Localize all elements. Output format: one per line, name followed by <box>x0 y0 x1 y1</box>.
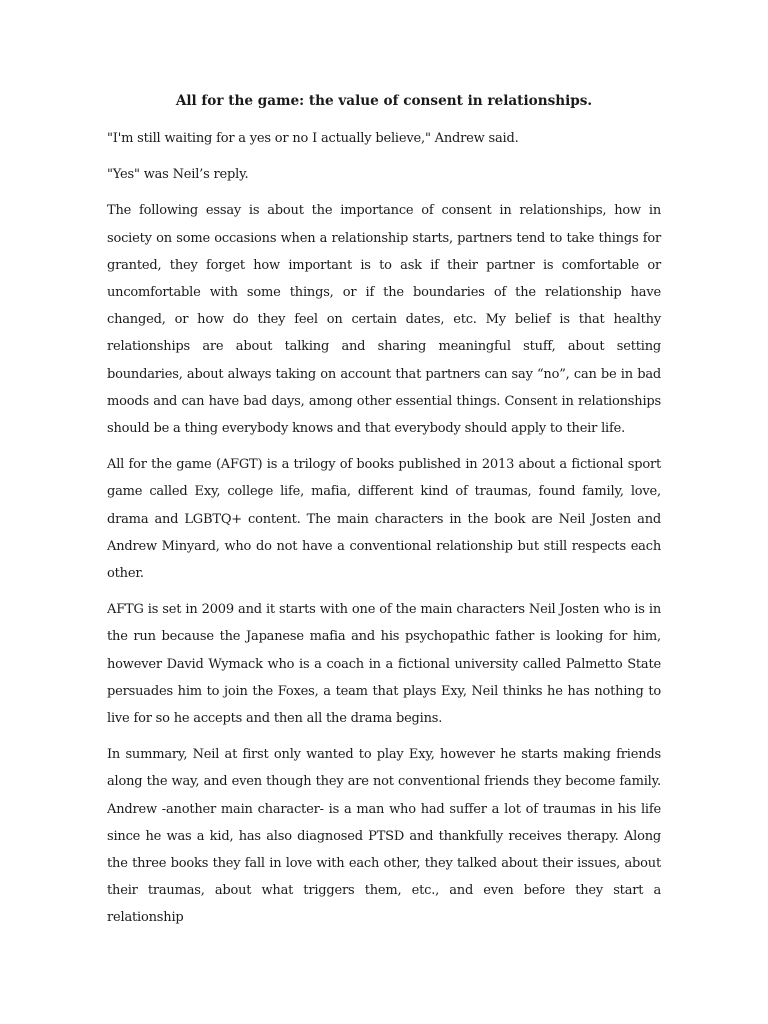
paragraph-aftg-setting: AFTG is set in 2009 and it starts with one of the main characters Neil Josten who is in the run because the Japanese mafia and his psychopathic father is looking for him, however David Wymack who is a coach in a fictional university called Palmetto State persuades him to join the Foxes, a team that plays Exy, Neil thinks he has nothing to live for so he accepts and then all the drama begins. <box>107 602 661 727</box>
quote-neil: "Yes" was Neil’s reply. <box>107 167 249 183</box>
paragraph-afgt-overview: All for the game (AFGT) is a trilogy of books published in 2013 about a fictional sport game called Exy, college life, mafia, different kind of traumas, found family, love, drama and LGBTQ+ content. The main characters in the book are Neil Josten and Andrew Minyard, who do not have a conventional relationship but still respects each other. <box>107 457 661 582</box>
paragraph-summary: In summary, Neil at first only wanted to play Exy, however he starts making friends along the way, and even though they are not conventional friends they become family. Andrew -another main character- is a man who had suffer a lot of traumas in his life since he was a kid, has also diagnosed PTSD and thankfully receives therapy. Along the three books they fall in love with each other, they talked about their issues, about their traumas, about what triggers them, etc., and even before they start a relationship <box>107 747 661 926</box>
quote-andrew: "I'm still waiting for a yes or no I actually believe," Andrew said. <box>107 131 519 146</box>
paragraph-consent-intro: The following essay is about the importance of consent in relationships, how in society on some occasions when a relationship starts, partners tend to take things for granted, they forget how important is to ask if their partner is comfortable or uncomfortable with some things, or if the boundaries of the relationship have changed, or how do they feel on certain dates, etc. My belief is that healthy relationships are about talking and sharing meaningful stuff, about setting boundaries, about always taking on account that partners can say “no”, can be in bad moods and can have bad days, among other essential things. Consent in relationships should be a thing everybody knows and that everybody should apply to their life. <box>107 203 661 437</box>
document-title: All for the game: the value of consent in relationships. <box>175 93 593 109</box>
document-body <box>107 91 661 941</box>
